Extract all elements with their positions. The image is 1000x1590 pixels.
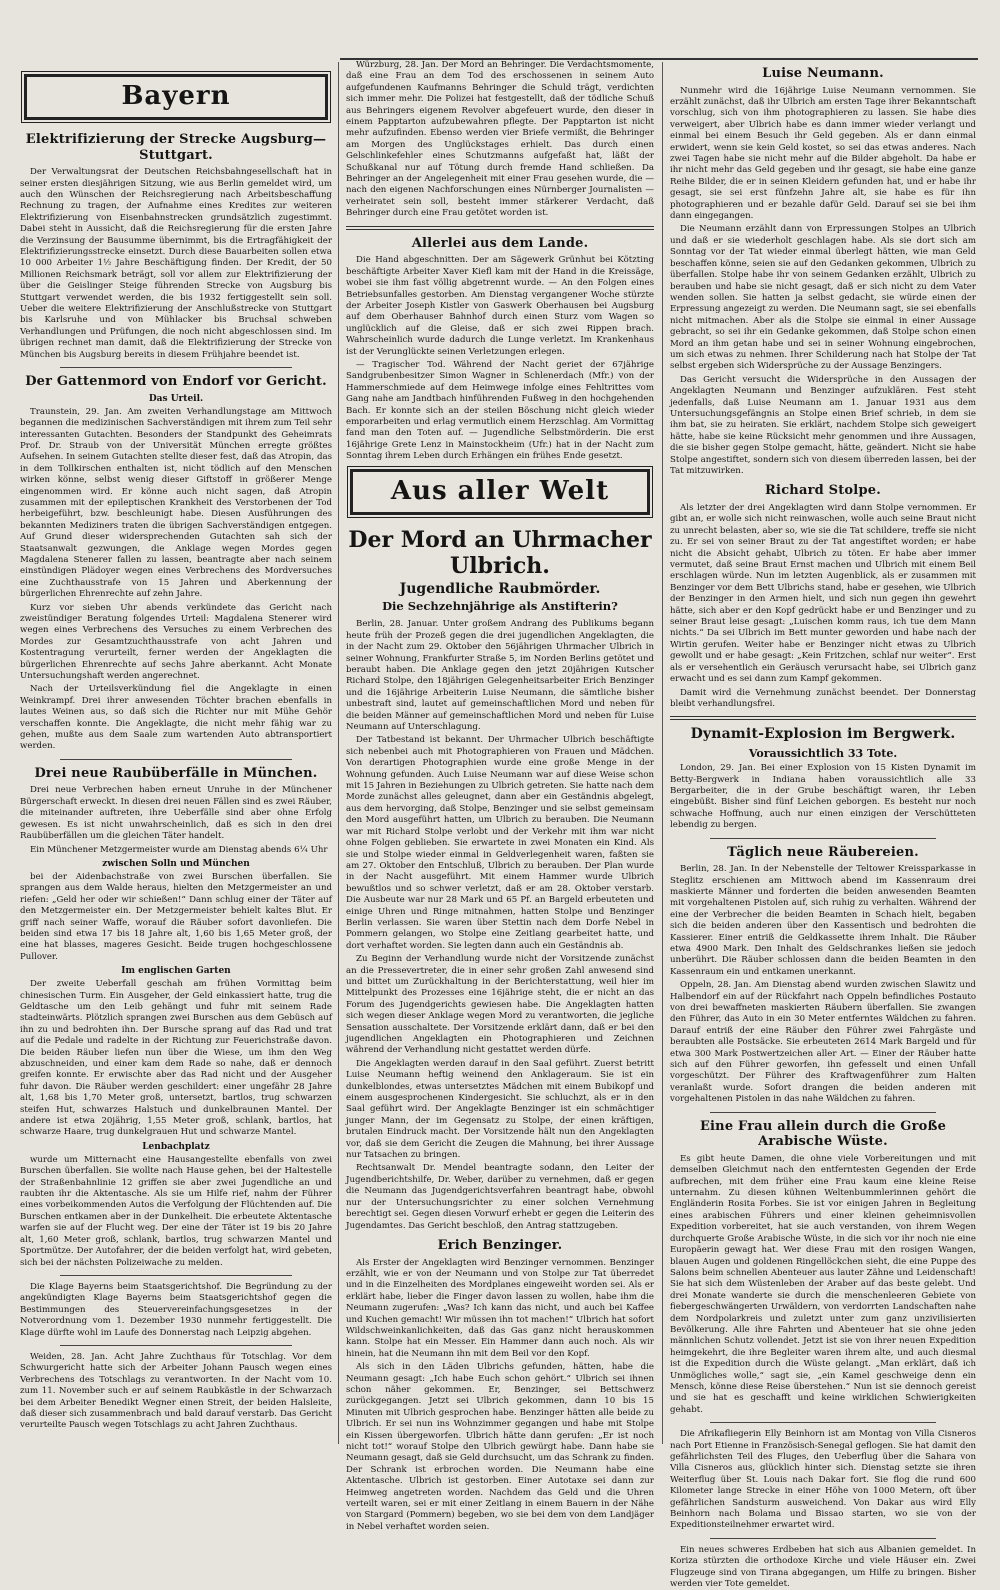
article-paragraph: Ein neues schweres Erdbeben hat sich aus Albanien gemeldet. In Koriza stürzten die orthodoxe Kirche und viele Häuser ein. Zwei Flugzeuge sind von Tirana abgegangen, um Hilfe zu bringen. Bisher werden vier Tote gemeldet. <box>670 1544 976 1590</box>
article-title: Erich Benzinger. <box>437 1237 563 1253</box>
article-paragraph: Würzburg, 28. Jan. Der Mord an Behringer. Die Verdachtsmomente, daß eine Frau an dem Tod des erschossenen in seinem Auto aufgefundenen Kaufmanns Behringer die Schuld trägt, verdichten sich immer mehr. Die Polizei hat festgestellt, daß der tödliche Schuß aus Behringers eigenem Revolver abgefeuert wurde, den dieser in einem Papptarton aufzubewahren pflegte. Der Papptarton ist nicht mehr aufzufinden. Ebenso werden vier Briefe vermißt, die Behringer am Morgen des Unglückstages erhielt. Das durch einen Gelschlinkefehler eines Schutzmanns aufgefaßt hat, läßt der Schußkanal nur auf Tötung durch fremde Hand schließen. Da Behringer an der Angelegenheit mit einer Frau gesehen wurde, die — nach den eigenen Nachforschungen eines Nürnberger Journalisten — verheiratet sein soll, besteht immer stärkerer Verdacht, daß Behringer durch eine Frau getötet worden ist. <box>346 60 654 219</box>
article-paragraph: Die Klage Bayerns beim Staatsgerichtshof. Die Begründung zu der angekündigten Klage Bayerns beim Staatsgerichtshof gegen die Bestimmungen des Steuervereinfachungsgesetzes in der Notverordnung vom 1. Dezember 1930 nunmehr fertiggestellt. Die Klage dürfte wohl im Laufe des Donnerstag nach Leipzig abgehen. <box>20 1281 332 1338</box>
article-separator <box>60 367 292 368</box>
headline: Der Mord an Uhrmacher Ulbrich. <box>348 526 652 579</box>
article-paragraph: Traunstein, 29. Jan. Am zweiten Verhandlungstage am Mittwoch begannen die medizinischen Sachverständigen mit ihrem zum Teil sehr interessanten Gutachten. Besonders der Standpunkt des Geheimrats Prof. Dr. Straub von der Universität München erregte größtes Aufsehen. In seinem Gutachten stellte dieser fest, daß das Atropin, das in dem Tollkirschen enthalten ist, nicht tödlich auf den Menschen wirken könne, selbst wenig dieser Giftstoff in größerer Menge eingenommen wird. Er könne auch nicht sagen, daß Atropin zusammen mit der epileptischen Krankheit des Verstorbenen der Tod herbeigeführt, bzw. beschleunigt habe. Diesen Ausführungen des bekannten Mediziners traten die übrigen Sachverständigen entgegen. Auf Grund dieser widersprechenden Gutachten sah sich der Staatsanwalt gezwungen, die Anklage wegen Mordes gegen Magdalena Stenerer fallen zu lassen, beantragte aber nach seinem einstündigen Plädoyer wegen eines Verbrechens des Mordversuches eine Zuchthausstrafe von 15 Jahren und Aberkennung der bürgerlichen Ehrenrechte auf zehn Jahre. <box>20 406 332 600</box>
article-paragraph: Die Afrikafliegerin Elly Beinhorn ist am Montag von Villa Cisneros nach Port Etienne in Französisch-Senegal geflogen. Sie hat damit den gefährlichsten Teil des Fluges, den Ueberflug über die Sahara von Villa Cisneros aus, glücklich hinter sich. Dienstag setzte sie ihren Weiterflug über St. Louis nach Dakar fort. Sie flog die rund 600 Kilometer lange Strecke in einer Höhe von 1000 Metern, oft über gefährlichen Sandsturm ausweichend. Von Dakar aus wird Elly Beinhorn nach Bolama und Bissao starten, wo sie von der Expeditionsteilnehmer erwartet wird. <box>670 1429 976 1531</box>
article-paragraph: Der Tatbestand ist bekannt. Der Uhrmacher Ulbrich beschäftigte sich nebenbei auch mit Photographieren von Frauen und Mädchen. Von derartigen Photographien wurde eine große Menge in der Wohnung gefunden. Auch Luise Neumann war auf diese Weise schon mit 15 Jahren in Beziehungen zu Ulbrich getreten. Sie hatte nach dem Morde zunächst alles geleugnet, dann aber ein Geständnis abgelegt, aus dem hervorging, daß Stolpe, Benzinger und sie selbst gemeinsam den Mord ausgeführt hatten, um Ulbrich zu berauben. Die Neumann war mit Richard Stolpe verlobt und der Verkehr mit ihm war nicht ohne Folgen geblieben. Sie erwartete in zwei Monaten ein Kind. Als sie und Stolpe wieder einmal in Geldverlegenheit waren, faßten sie am 27. Oktober den Entschluß, Ulbrich zu berauben. Der Plan wurde in der Nacht ausgeführt. Mit einem Hammer wurde Ulbrich bewußtlos und so schwer verletzt, daß er am 28. Oktober verstarb. Die Ausbeute war nur 28 Mark und 65 Pf. an Bargeld erbeuteten und einige Uhren und Ringe mitnahmen, hatten Stolpe und Benzinger Berlin verlassen. Sie waren über Stettin nach dem Dorfe Nebel in Pommern gelangen, wo Stolpe eine Zeitlang gearbeitet hatte, und dort verhaftet worden. Sie legten dann auch ein Geständnis ab. <box>346 735 654 951</box>
article-separator <box>60 1275 292 1276</box>
article-subtitle: Das Urteil. <box>148 393 204 404</box>
article-paragraph: Oppeln, 28. Jan. Am Dienstag abend wurden zwischen Slawitz und Halbendorf ein auf der Rückfahrt nach Oppeln befindliches Postauto von drei bewaffneten maskierten Räubern überfallen. Sie zwangen den Führer, das Auto in ein 30 Meter entferntes Wäldchen zu fahren. Darauf entriß der eine Räuber den Führer zwei Fahrgäste und beraubten alle Postsäcke. Sie erbeuteten 2614 Mark Bargeld und für etwa 300 Mark Postwertzeichen aller Art. — Einer der Räuber hatte sich auf den Führer geworfen, ihn gefesselt und einen Unfall vorgeschützt. Der Führer des Kraftwagenführer zum Halten veranlaßt wurde. Sofort drangen die beiden anderen mit vorgehaltenen Pistolen in das nahe Wäldchen zu fahren. <box>670 980 976 1105</box>
article-subheading: zwischen Solln und München <box>102 858 250 869</box>
article-separator <box>710 838 936 839</box>
article-paragraph: Als sich in den Läden Ulbrichs gefunden, hätten, habe die Neumann gesagt: „Ich habe Euch schon gehört.“ Ulbrich sei ihnen schon näher gekommen. Er, Benzinger, sei Bettschwerz zurückgegangen. Jetzt sei Ulbrich gekommen, dann 10 bis 15 Minuten mit Ulbrich gesprochen habe. Benzinger hätten alle beide zu Ulbrich. Er sei nun ins Wohnzimmer gegangen und habe mit Stolpe ein Kissen übergeworfen. Ulbrich hätte dann gerufen: „Er ist noch nicht tot!“ worauf Stolpe den Ulbrich gewürgt habe. Dann habe sie Neumann gesagt, daß sie Geld durchsucht, um das Schrank zu finden. Der Schrank ist erbrochen worden. Die Neumann habe eine Aktentasche. Ulbrich ist gestorben. Einer Autotaxe sei dann zur Heimweg angetreten worden. Nachdem das Geld und die Uhren verteilt waren, sei er mit einer Zeitlang in einem Bauern in der Nähe von Stargard (Pommern) begeben, wo sie bei dem von dem Landjäger in Nebel verhaftet worden seien. <box>346 1362 654 1532</box>
article-paragraph: Der Verwaltungsrat der Deutschen Reichsbahngesellschaft hat in seiner ersten diesjährigen Sitzung, wie aus Berlin gemeldet wird, um auch den Wünschen der Reichsregierung nach Arbeitsbeschaffung Rechnung zu tragen, der Aufnahme eines Kredites zur weiteren Elektrifizierung von Eisenbahnstrecken grundsätzlich zugestimmt. Dabei steht in Aussicht, daß die Reichsregierung für die ersten Jahre die Verzinsung der Bausumme übernimmt, bis die Ertragfähigkeit der Elektrifizierungsstrecke einsetzt. Durch diese Bauarbeiten sollen etwa 10 000 Arbeiter 1½ Jahre Beschäftigung finden. Der Kredit, der 50 Millionen Reichsmark beträgt, soll vor allem zur Elektrifizierung der über die Geislinger Steige führenden Strecke von Augsburg bis Stuttgart verwendet werden, die bis 1932 fertiggestellt sein soll. Ueber die weitere Elektrifizierung der Anschlußstrecke von Stuttgart bis Karlsruhe und von Mühlacker bis Bruchsal schweben Verhandlungen und Prüfungen, die noch nicht abgeschlossen sind. Im übrigen rechnet man damit, daß die Elektrifizierung der Strecke von München bis Augsburg bereits in diesem Frühjahre beendet ist. <box>20 167 332 360</box>
article-separator <box>710 1422 936 1423</box>
article-paragraph: Als Erster der Angeklagten wird Benzinger vernommen. Benzinger erzählt, wie er von der Neumann und von Stolpe zur Tat überredet und in die Einzelheiten des Mordplanes eingeweiht worden sei. Als er erklärt habe, lieber die Finger davon lassen zu wollen, habe ihm die Neumann zugerufen: „Was? Ich kann das nicht, und auch bei Kaffee und Kuchen gemacht! Wir müssen ihn tot machen!“ Ulbrich hat sofort Wildschweinkanlichkeiten, daß das Gas ganz nicht herauskommen kann. Stolpe hat ein Messer. Ein Hammer dann auch noch. Als wir hinein, hat die Neumann ihn mit dem Beil vor den Kopf. <box>346 1257 654 1359</box>
article-separator <box>710 1112 936 1113</box>
article-paragraph: bei der Aidenbachstraße von zwei Burschen überfallen. Sie sprangen aus dem Walde heraus, hielten den Metzgermeister an und riefen: „Geld her oder wir schießen!“ Dann schlug einer der Täter auf den Metzgermeister ein. Der Metzgermeister behielt kaltes Blut. Er griff nach seiner Waffe, worauf die Räuber sofort davonliefen. Die beiden sind etwa 17 bis 18 Jahre alt, 1,60 bis 1,65 Meter groß, der eine hat blasses, mageres Gesicht. Beide trugen hochgeschlossene Pullover. <box>20 871 332 962</box>
headline-sub2: Die Sechzehnjährige als Anstifterin? <box>382 599 618 614</box>
article-paragraph: Die Angeklagten werden darauf in den Saal geführt. Zuerst betritt Luise Neumann heftig weinend den Anklageraum. Sie ist ein dunkelblondes, etwas untersetztes Mädchen mit einem Bubikopf und einem ausgesprochenen Kindergesicht. Sie schluchzt, als er in den Saal geführt wird. Der Angeklagte Benzinger ist ein schmächtiger junger Mann, der im Gegensatz zu Stolpe, der einen kräftigen, brutalen Eindruck macht. Der Vorsitzende hält nun den Angeklagten vor, daß sie dem Gericht die Zeugen die Mahnung, bei ihrer Aussage nur Tatsachen zu bringen. <box>346 1058 654 1161</box>
article-paragraph: wurde um Mitternacht eine Hausangestellte ebenfalls von zwei Burschen überfallen. Sie wollte nach Hause gehen, bei der Haltestelle der Straßenbahnlinie 12 griffen sie aber zwei Jugendliche an und raubten ihr die Aktentasche. Als sie um Hilfe rief, nahm der Führer eines vorbeikommenden Autos die Verfolgung der Flüchtenden auf. Die Burschen entkamen aber in der Dunkelheit. Die erbeutete Aktentasche warfen sie auf der Flucht weg. Der eine der Täter ist 19 bis 20 Jahre alt, 1,60 Meter groß, schlank, bartlos, trug schwarzen Mantel und Sportmütze. Der Autofahrer, der die beiden verfolgt hat, wird gebeten, sich bei der nächsten Polizeiwache zu melden. <box>20 1154 332 1268</box>
article-paragraph: Rechtsanwalt Dr. Mendel beantragte sodann, den Leiter der Jugendberichtshilfe, Dr. Weber, darüber zu vernehmen, daß er gegen die Neumann das Jugendgerichtsverfahren beantragt habe, obwohl nur der Untersuchungsrichter zu einer solchen Vernehmung berechtigt sei. Gegen diesen Vorwurf erhebt er gegen die Leiterin des Jugendamtes. Das Gericht beschloß, den Antrag stattzugeben. <box>346 1163 654 1231</box>
article-paragraph: London, 29. Jan. Bei einer Explosion von 15 Kisten Dynamit im Betty-Bergwerk in Indiana haben voraussichtlich alle 33 Bergarbeiter, die in der Grube beschäftigt waren, ihr Leben eingebüßt. Bisher sind fünf Leichen geborgen. Es besteht nur noch schwache Hoffnung, auch nur einen einzigen der Verschütteten lebendig zu bergen. <box>670 763 976 831</box>
article-paragraph: Die Neumann erzählt dann von Erpressungen Stolpes an Ulbrich und daß er sie wiederholt geschlagen habe. Als sie dort sich am Sonntag vor der Tat wieder einmal überlegt hätten, wie man Geld beschaffen könne, seien sie auf den Gedanken gekommen, Ulbrich zu überfallen. Stolpe habe ihr von seinem Gedanken erzählt, Ulbrich zu berauben und habe sie nicht gesagt, daß er sich nicht zu dem Vater wenden sollen. Sie hatten ja selbst gedacht, sie würde einen der Erpressung angezeigt zu werden. Die Neumann sagt, sie sei ebenfalls nicht mitmachen. Aber als die Stolpe sie einmal in einer Aussage gebracht, so sei ihr ein Gedanke gekommen, daß Stolpe schon einen Mord an ihm getan habe und sei in seiner Wohnung eingebrochen, um sich etwas zu nehmen. Ihrer Schilderung nach hat Stolpe der Tat selbst ergeben sich Widersprüche zu der Aussage Benzingers. <box>670 224 976 372</box>
article-paragraph: Berlin, 28. Jan. In der Nebenstelle der Teltower Kreissparkasse in Steglitz erschienen am Mittwoch abend im Kassenraum drei maskierte Männer und forderten die beiden anwesenden Beamten mit vorgehaltenen Pistolen auf, sich ruhig zu verhalten. Während der eine der Verbrecher die beiden Beamten in Schach hielt, begaben sich die beiden anderen über den Kassentisch und bedrohten die Kassierer. Einer entriß die Geldkassette ihrem Inhalt. Die Räuber etwa 4900 Mark. Den Inhalt des Geldschrankes ließen sie jedoch unberührt. Die Räuber schlossen dann die beiden Beamten in den Kassenraum ein und entkamen unerkannt. <box>670 864 976 977</box>
article-subheading: Lenbachplatz <box>142 1141 210 1152</box>
article-paragraph: Nach der Urteilsverkündung fiel die Angeklagte in einen Weinkrampf. Drei ihrer anwesenden Töchter brachen ebenfalls in lautes Weinen aus, so daß sich die Richter nur mit Mühe Gehör verschaffen konnte. Die Angeklagte, die nicht mehr fähig war zu gehen, mußte aus dem Saale zum wartenden Auto abtransportiert werden. <box>20 684 332 752</box>
article-paragraph: Berlin, 28. Januar. Unter großem Andrang des Publikums begann heute früh der Prozeß gegen die drei jugendlichen Angeklagten, die in der Nacht zum 29. Oktober den 56jährigen Uhrmacher Ulbrich in seiner Wohnung, Frankfurter Straße 5, im Norden Berlins getötet und beraubt haben. Die Anklage gegen den jetzt 20jährigen Kutscher Richard Stolpe, den 18jährigen Gelegenheitsarbeiter Erich Benzinger und die 16jährige Arbeiterin Luise Neumann, die sämtliche bisher unbestraft sind, lautet auf gemeinschaftlichen Mord und neben für die beiden Männer auf gemeinschaftlichen Mord und neben für Luise Neumann auf Unterschlagung. <box>346 619 654 733</box>
article-title: Drei neue Raubüberfälle in München. <box>34 765 318 781</box>
article-separator <box>710 1538 936 1539</box>
article-title: Der Gattenmord von Endorf vor Gericht. <box>25 374 327 390</box>
column-right <box>670 60 976 1590</box>
column-left <box>20 68 332 1446</box>
article-paragraph: Zu Beginn der Verhandlung wurde nicht der Vorsitzende zunächst an die Pressevertreter, die in einer sehr großen Zahl anwesend sind und bittet um Zurückhaltung in der Berichterstattung, weil hier im Mittelpunkt des Prozesses eine 16jährige steht, die er nicht an das Forum des Jugendgerichts gewiesen habe. Die Angeklagten hatten sich wegen dieser Anklage wegen Mord zu verantworten, die jegliche Sensation ausschaltete. Der Vorsitzende erklärt dann, daß er bei den jugendlichen Angeklagten ein Photographieren und Zeichnen während der Verhandlung nicht gestattet werden dürfe. <box>346 954 654 1056</box>
article-paragraph: Kurz vor sieben Uhr abends verkündete das Gericht nach zweistündiger Beratung folgendes Urteil: Magdalena Stenerer wird wegen eines Verbrechens des Versuches zu einem Verbrechen des Mordes zur Gesamtzuchthausstrafe von acht Jahren und Kostentragung verurteilt, ferner werden der Angeklagten die bürgerlichen Ehrenrechte auf sechs Jahre aberkannt. Acht Monate Untersuchungshaft werden angerechnet. <box>20 602 332 682</box>
section-rule <box>346 226 654 230</box>
headline-sub: Jugendliche Raubmörder. <box>399 581 601 598</box>
article-paragraph: Das Gericht versucht die Widersprüche in den Aussagen der Angeklagten Neumann und Benzinger aufzuklären. Fest steht jedenfalls, daß Luise Neumann am 1. Januar 1931 aus dem Untersuchungsgefängnis an Stolpe einen Brief schrieb, in dem sie ihm bat, sie zu heiraten. Sie erklärt, nachdem Stolpe sich geweigert hätte, habe sie keine Rücksicht mehr genommen und ihre Aussagen, die sie bisher gegen Stolpe gemacht, hätte, geändert. Nicht sie habe Stolpe angestiftet, sondern sich von diesem überreden lassen, bei der Tat mitzuwirken. <box>670 374 976 476</box>
column-middle <box>346 60 654 1532</box>
article-paragraph: Nunmehr wird die 16jährige Luise Neumann vernommen. Sie erzählt zunächst, daß ihr Ulbrich am ersten Tage ihrer Bekanntschaft vorschlug, sich von ihm photographieren zu lassen. Sie habe dies verweigert, aber Ulbrich habe es dann immer wieder verlangt und einmal bei einem Besuch ihr Geld gegeben. Als er dann einmal erwidert, wenn sie kein Geld kostet, so sei das etwas anderes. Nach zwei Tagen habe sie nicht mehr auf die Bilder abgeholt. Da habe er ihr nicht mehr das Geld gegeben und ihr gesagt, sie habe eine ganze Reihe Bilder, die er in seinen Kleidern gefunden hat, und er habe ihr gesagt, sie sei erst fünfzehn Jahre alt, sie habe es für ihn photographieren und er bezahle dafür Geld. Darauf sei sie bei ihm dann eingegangen. <box>670 85 976 222</box>
article-paragraph: Es gibt heute Damen, die ohne viele Vorbereitungen und mit demselben Gleichmut nach den entferntesten Gegenden der Erde aufbrechen, mit dem früher eine Frau kaum eine kleine Reise unternahm. Zu diesen kühnen Weltenbummlerinnen gehört die Engländerin Rosita Forbes. Sie ist vor einigen Jahren in Begleitung eines arabischen Führers und einer kleinen geheimnisvollen Expedition vorbereitet, hat sie auch verstanden, von ihrem Wegen durchquerte Große Arabische Wüste, in die sich vor ihr noch nie eine Europäerin gewagt hat. Wer diese Frau mit den rosigen Wangen, blauen Augen und goldenen Ringellöckchen sieht, die eine Puppe des Salons beim schnellen Abenteuer aus lauter Zähne und Leidenschaft! Sie hat sich dem Wüstenleben der Araber auf das beste gelebt. Und drei Monate wanderte sie durch die menschenleeren Gebiete von fiebergeschwängerten Urwäldern, von verdorrten Landschaften nahe dem Nordpolarkreis und zuletzt unter zum ganz unzivilisierten Bevölkerung. Alle ihre Fahrten und Abenteuer hat sie ohne jeden männlichen Schutz vollendet. Jetzt ist sie von ihrer neuen Expedition heimgekehrt, die ihre Begleiter waren ihrem alte, und auch diesmal ist die Expedition durch die Wüste gelangt. „Man erklärt, daß ich Unmögliches wolle,“ sagt sie, „ein Kamel geschweige denn ein Mensch, könne diese Reise überstehen.“ Nun ist sie dennoch gereist und sie hat es geschafft und keine wirklichen Schwierigkeiten gehabt. <box>670 1153 976 1415</box>
article-paragraph: Der zweite Ueberfall geschah am frühen Vormittag beim chinesischen Turm. Ein Ausgeher, der Geld einkassiert hatte, trug die Geldtasche um den Leib gehängt und fuhr mit seinem Rade stadteinwärts. Plötzlich sprangen zwei Burschen aus dem Gebüsch auf ihn zu und bedrohten ihn. Der Bursche sprang auf das Rad und trat auf die Pedale und radelte in der Richtung zur Feuerichstraße davon. Die beiden Räuber liefen nun über die Wiese, um ihm den Weg abzuschneiden, und einer kam dem Rade so nahe, daß er dennoch greifen konnte. Er erwischte aber das Rad nicht und der Ausgeher fuhr davon. Die Räuber werden geschildert: einer ungefähr 28 Jahre alt, 1,68 bis 1,70 Meter groß, untersetzt, bartlos, trug schwarzen steifen Hut, schwarzes Halstuch und dunkelbraunen Mantel. Der andere ist etwa 20jährig, 1,55 Meter groß, schlank, bartlos, hat schwarze Haare, trug dunkelgrauen Hut und schwarze Mantel. <box>20 979 332 1138</box>
article-paragraph: Damit wird die Vernehmung zunächst beendet. Der Donnerstag bleibt verhandlungsfrei. <box>670 687 976 709</box>
article-title: Dynamit-Explosion im Bergwerk. <box>690 726 956 743</box>
article-paragraph: Ein Münchener Metzgermeister wurde am Dienstag abends 6¼ Uhr <box>30 844 328 855</box>
article-paragraph: Als letzter der drei Angeklagten wird dann Stolpe vernommen. Er gibt an, er wolle sich nicht reinwaschen, wolle auch seine Braut nicht zu unrecht belasten, aber so, wie sie die Tat schildere, treffe sie nicht zu. Er sei von seiner Braut zu der Tat angestiftet worden; er habe nicht die Absicht gehabt, Ulbrich zu töten. Er habe aber immer vermutet, daß seine Braut Ernst machen und Ulbrich mit einem Beil erschlagen würde. Nun im letzten Augenblick, als er zusammen mit Benzinger vor dem Bett Ulbrichs stand, habe er gesehen, wie Ulbrich der Benzinger in den Armen hielt, und sich nun gegen ihn gewehrt hätte, sich aber er den Kopf gedrückt habe er und Benzinger und zu seiner Braut leise gesagt: „Luischen komm raus, ich tue dem Mann nichts.“ Da sei Ulbrich im Bett munter geworden und habe nach der Wirtin gerufen. Weiter habe er Benzinger nicht etwas zu Ulbrich gewollt und er habe gesagt: „Kein Fritzchen, schlaf nur weiter“. Erst als er versehentlich ein Geräusch verursacht habe, sei Ulbrich ganz erwacht und es sei dann zum Kampf gekommen. <box>670 503 976 685</box>
article-separator <box>60 1345 292 1346</box>
column-rule <box>662 62 663 1444</box>
article-title: Eine Frau allein durch die Große Arabische Wüste. <box>699 1118 947 1150</box>
article-title: Elektrifizierung der Strecke Augsburg—Stuttgart. <box>25 132 327 163</box>
article-paragraph: Die Hand abgeschnitten. Der am Sägewerk Grünhut bei Kötzting beschäftigte Arbeiter Xaver Kiefl kam mit der Hand in die Kreissäge, wobei sie ihm fast völlig abgetrennt wurde. — An den Folgen eines Betriebsunfalles gestorben. Am Dienstag vergangener Woche stürzte der Arbeiter Joseph Kistler von Gaswerk Oberhausen bei Augsburg auf dem Oberhauser Bahnhof durch einen Sturz vom Wagen so unglücklich auf die Gleise, daß er sich zwei Rippen brach. Wahrscheinlich wurde dadurch die Lunge verletzt. Im Krankenhaus ist der Verunglückte seinen Verletzungen erlegen. <box>346 255 654 357</box>
article-separator <box>60 759 292 760</box>
article-paragraph: Drei neue Verbrechen haben erneut Unruhe in der Münchener Bürgerschaft erweckt. In diesen drei neuen Fällen sind es zwei Räuber, die miteinander auftreten, ihre Ueberfälle sind aber ohne Erfolg gewesen. Es ist nicht unwahrscheinlich, daß es sich in den drei Raubüberfällen um die gleichen Täter handelt. <box>20 785 332 842</box>
article-title: Richard Stolpe. <box>765 483 881 499</box>
section-title-lande: Allerlei aus dem Lande. <box>411 235 589 251</box>
article-subheading: Im englischen Garten <box>121 966 231 977</box>
article-subtitle: Voraussichtlich 33 Tote. <box>748 747 898 761</box>
article-paragraph: Weiden, 28. Jan. Acht Jahre Zuchthaus für Totschlag. Vor dem Schwurgericht hatte sich der Arbeiter Johann Pausch wegen eines Verbrechens des Totschlags zu verantworten. In der Nacht vom 10. zum 11. November such er auf seinem Raubkästle in der Schwarzach bei dem Arbeiter Benedikt Wegner einen Streit, der beiden Halsleite, daß dieser sich zusammenbrach und bald darauf verstarb. Das Gericht verurteilte Pausch wegen Totschlags zu acht Jahren Zuchthaus. <box>20 1351 332 1431</box>
section-header-aus-aller-welt: Aus aller Welt <box>350 469 650 515</box>
section-rule <box>670 716 976 720</box>
article-title: Luise Neumann. <box>762 66 884 81</box>
section-header-bayern: Bayern <box>24 74 328 120</box>
article-paragraph: — Tragischer Tod. Während der Nacht geriet der 67jährige Sandgrubenbesitzer Simon Wagner in Schlenerdach (Mfr.) von der Hammerschmiede auf dem Heimwege infolge eines Fehltrittes vom Gang nahe am Jandtbach hinführenden Fußweg in den hochgehenden Bach. Er konnte sich an der steilen Böschung nicht gleich wieder emporarbeiten und erlag vermutlich einem Herzschlag. Am Vormittag fand man den Toten auf. — Jugendliche Selbstmörderin. Die erst 16jährige Grete Lenz in Mainstockheim (Ufr.) hat in der Nacht zum Sonntag ihrem Leben durch Erhängen ein frühes Ende gesetzt. <box>346 359 654 462</box>
column-rule <box>338 62 339 1444</box>
article-title: Täglich neue Räubereien. <box>727 844 919 860</box>
